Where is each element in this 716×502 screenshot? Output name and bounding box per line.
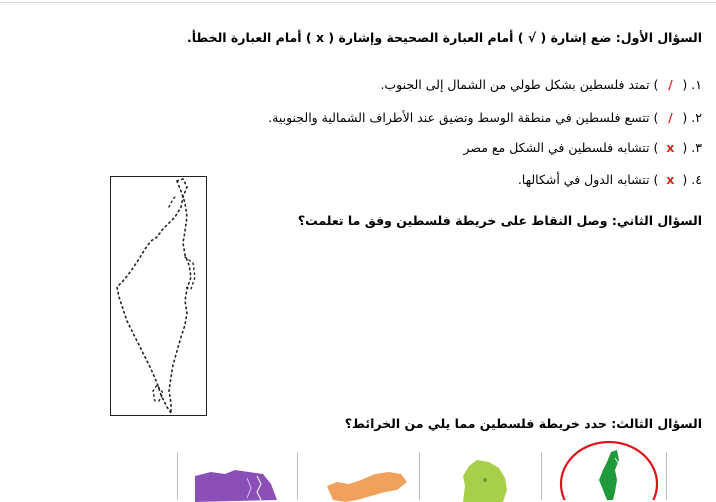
card-divider xyxy=(297,452,298,500)
statement-number: ٢. xyxy=(691,110,702,125)
close-paren: ) xyxy=(653,110,659,125)
open-paren: ( xyxy=(682,172,688,187)
answer-mark[interactable]: x xyxy=(666,140,675,155)
statement-3 xyxy=(463,140,702,155)
statement-number: ١. xyxy=(691,77,702,92)
close-paren: ) xyxy=(653,77,659,92)
statement-1 xyxy=(380,77,702,92)
statement-text: تمتد فلسطين بشكل طولي من الشمال إلى الجنوب. xyxy=(380,77,650,92)
answer-mark[interactable]: / xyxy=(668,77,673,92)
card-divider xyxy=(541,452,542,500)
question-3-title: السؤال الثالث: حدد خريطة فلسطين مما يلي من الخرائط؟ xyxy=(344,416,702,431)
statement-text: تتشابه فلسطين في الشكل مع مصر xyxy=(463,140,650,155)
close-paren: ) xyxy=(653,172,659,187)
card-divider xyxy=(177,452,178,500)
dotted-map-icon xyxy=(111,177,206,415)
dotted-map-frame[interactable] xyxy=(110,176,207,416)
card-divider xyxy=(419,452,420,500)
open-paren: ( xyxy=(682,110,688,125)
card-divider xyxy=(666,452,667,500)
statement-2 xyxy=(268,110,702,125)
statement-number: ٤. xyxy=(691,172,702,187)
palestine-map-icon[interactable] xyxy=(549,440,663,500)
statement-text: تتسع فلسطين في منطقة الوسط وتضيق عند الأطراف الشمالية والجنوبية. xyxy=(268,110,650,125)
egypt-map-icon[interactable] xyxy=(191,462,281,502)
map-options xyxy=(177,452,667,500)
close-paren: ) xyxy=(653,140,659,155)
question-2-title: السؤال الثاني: وصل النقاط على خريطة فلسطين وفق ما تعلمت؟ xyxy=(297,213,702,228)
orange-country-map-icon[interactable] xyxy=(323,464,413,502)
statement-number: ٣. xyxy=(691,140,702,155)
question-1-title: السؤال الأول: ضع إشارة ( √ ) أمام العبارة الصحيحة وإشارة ( x ) أمام العبارة الخطأ. xyxy=(186,30,702,45)
open-paren: ( xyxy=(682,140,688,155)
open-paren: ( xyxy=(682,77,688,92)
statement-text: تتشابه الدول في أشكالها. xyxy=(517,172,650,187)
statement-4 xyxy=(518,172,702,187)
green-country-map-icon[interactable] xyxy=(459,456,511,502)
answer-mark[interactable]: / xyxy=(668,110,673,125)
page-top-rule xyxy=(0,2,716,3)
answer-mark[interactable]: x xyxy=(666,172,675,187)
